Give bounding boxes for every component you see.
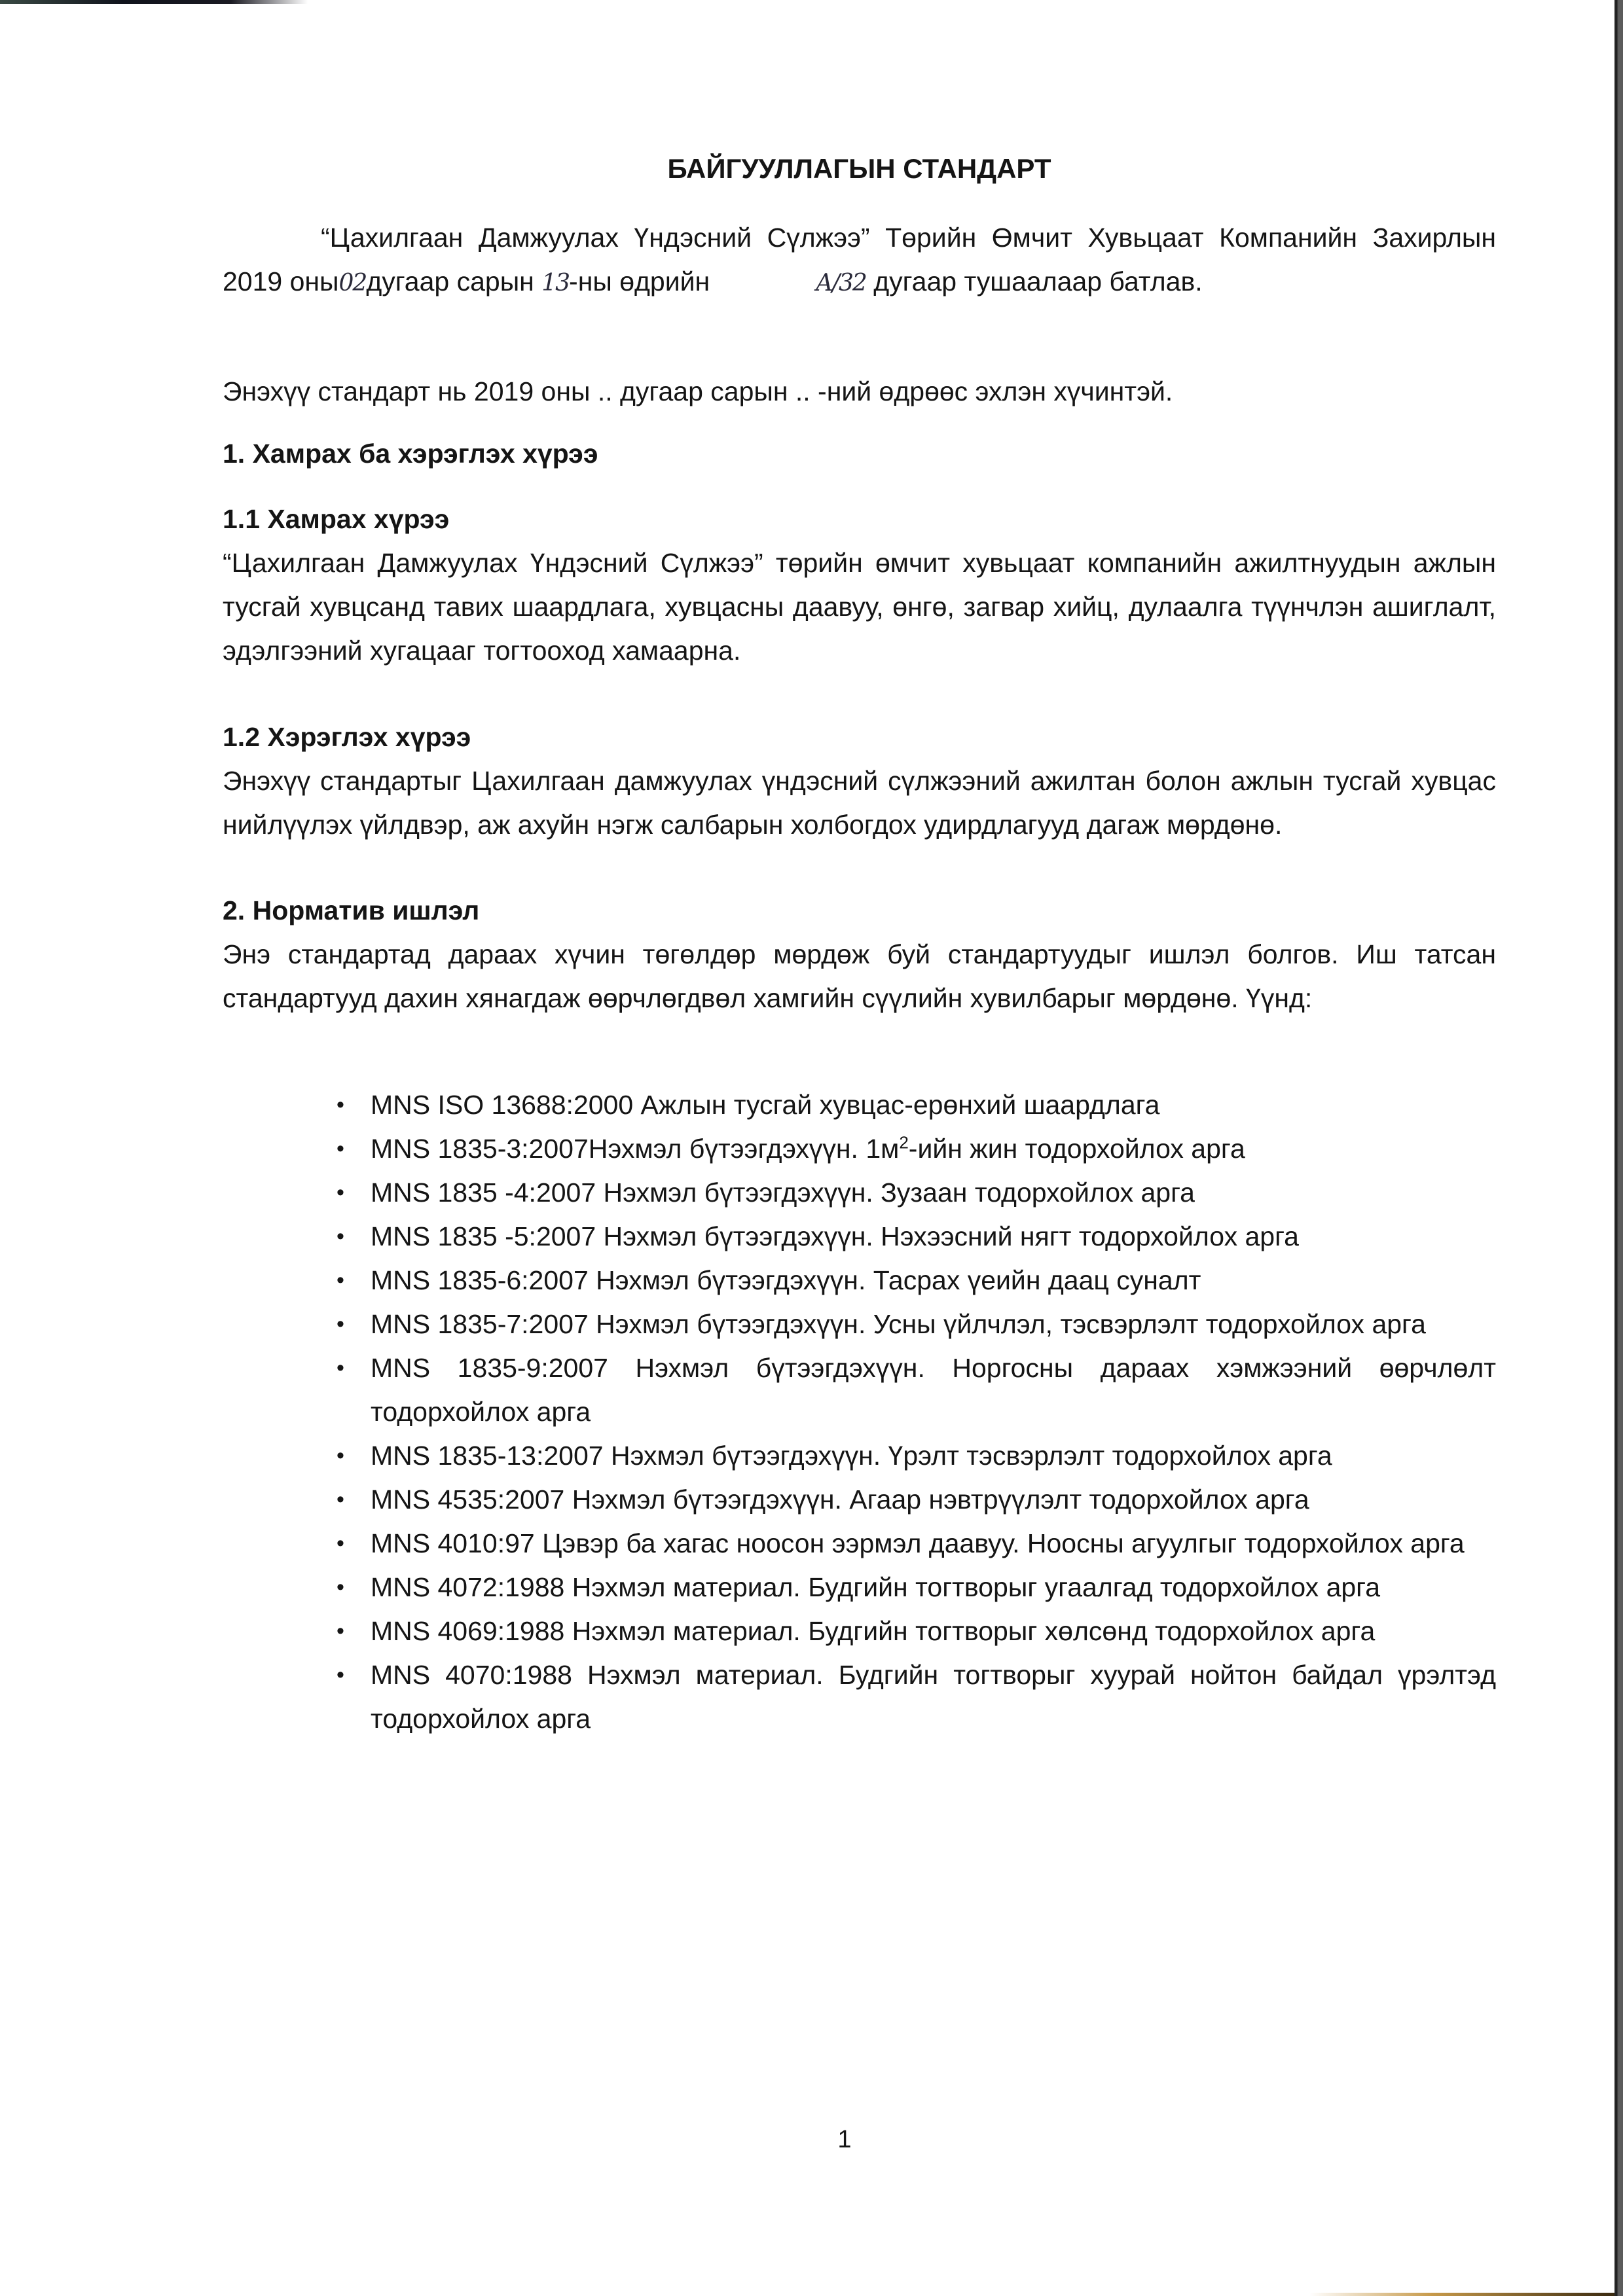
section-1-2-heading: 1.2 Хэрэглэх хүрээ bbox=[223, 722, 471, 752]
list-item: • MNS 1835 -4:2007 Нэхмэл бүтээгдэхүүн. Зузаан тодорхойлох арга bbox=[334, 1171, 1496, 1215]
bullet-icon: • bbox=[337, 1487, 344, 1512]
superscript: 2 bbox=[899, 1132, 909, 1153]
handwritten-day: 13 bbox=[541, 270, 570, 296]
section-2-heading: 2. Норматив ишлэл bbox=[223, 895, 480, 925]
handwritten-order-number: А/32 bbox=[815, 270, 866, 296]
section-1-2-body: Энэхүү стандартыг Цахилгаан дамжуулах үндэсний сүлжээний ажилтан болон ажлын тусгай хувцас нийлүүлэх үйлдвэр, аж ахуйн нэгж салбарын холбогдох удирдлагууд дагаж мөрдөнө. bbox=[223, 766, 1496, 840]
bullet-icon: • bbox=[337, 1575, 344, 1600]
approval-paragraph bbox=[223, 216, 1496, 305]
bullet-icon: • bbox=[337, 1355, 344, 1380]
list-item: • MNS 1835-9:2007 Нэхмэл бүтээгдэхүүн. Норгосны дараах хэмжээний өөрчлөлт тодорхойлох арга bbox=[334, 1346, 1496, 1434]
bullet-icon: • bbox=[337, 1443, 344, 1468]
section-1-1-heading: 1.1 Хамрах хүрээ bbox=[223, 504, 450, 534]
bullet-icon: • bbox=[337, 1662, 344, 1687]
bullet-icon: • bbox=[337, 1092, 344, 1117]
bullet-icon: • bbox=[337, 1136, 344, 1161]
approval-text-3: -ны өдрийн bbox=[569, 266, 710, 296]
normative-references-list bbox=[334, 1083, 1496, 1741]
list-item: • MNS 4010:97 Цэвэр ба хагас ноосон ээрмэл даавуу. Ноосны агуулгыг тодорхойлох арга bbox=[334, 1522, 1496, 1566]
page-number: 1 bbox=[837, 2126, 852, 2153]
list-item: • MNS 1835-6:2007 Нэхмэл бүтээгдэхүүн. Тасрах үеийн даац суналт bbox=[334, 1259, 1496, 1302]
list-item: • MNS 4072:1988 Нэхмэл материал. Будгийн тогтворыг угаалгад тодорхойлох арга bbox=[334, 1566, 1496, 1609]
list-item: • MNS 4535:2007 Нэхмэл бүтээгдэхүүн. Агаар нэвтрүүлэлт тодорхойлох арга bbox=[334, 1478, 1496, 1522]
list-item: • MNS 1835-7:2007 Нэхмэл бүтээгдэхүүн. Усны үйлчлэл, тэсвэрлэлт тодорхойлох арга bbox=[334, 1302, 1496, 1346]
list-item: • MNS 4070:1988 Нэхмэл материал. Будгийн тогтворыг хуурай нойтон байдал үрэлтэд тодорхойлох арга bbox=[334, 1653, 1496, 1741]
list-item: • MNS 1835-3:2007Нэхмэл бүтээгдэхүүн. $1м^2$-ийн жин тодорхойлох арга bbox=[334, 1127, 1496, 1171]
section-2-body: Энэ стандартад дараах хүчин төгөлдөр мөрдөж буй стандартуудыг ишлэл болгов. Иш татсан стандартууд дахин хянагдаж өөрчлөгдвөл хамгийн сүүлийн хувилбарыг мөрдөнө. Үүнд: bbox=[223, 939, 1496, 1013]
bullet-icon: • bbox=[337, 1268, 344, 1293]
list-item: • MNS 1835 -5:2007 Нэхмэл бүтээгдэхүүн. Нэхээсний нягт тодорхойлох арга bbox=[334, 1215, 1496, 1259]
approval-text-1: “Цахилгаан Дамжуулах Үндэсний Сүлжээ” Төрийн Өмчит Хувьцаат Компанийн Захирлын 2019 оны bbox=[223, 223, 1496, 296]
handwritten-month: 02 bbox=[338, 270, 367, 296]
section-1-heading: 1. Хамрах ба хэрэглэх хүрээ bbox=[223, 439, 598, 469]
scan-border-right bbox=[1614, 0, 1623, 2296]
scan-border-top bbox=[0, 0, 308, 4]
document-title: БАЙГУУЛЛАГЫН СТАНДАРТ bbox=[667, 153, 1051, 184]
bullet-icon: • bbox=[337, 1619, 344, 1643]
approval-text-2: дугаар сарын bbox=[366, 266, 534, 296]
approval-text-4: дугаар тушаалаар батлав. bbox=[873, 266, 1203, 296]
list-item: • MNS 4069:1988 Нэхмэл материал. Будгийн тогтворыг хөлсөнд тодорхойлох арга bbox=[334, 1609, 1496, 1653]
scan-border-bottom bbox=[1309, 2293, 1614, 2296]
effective-date-paragraph: Энэхүү стандарт нь 2019 оны .. дугаар сарын .. -ний өдрөөс эхлэн хүчинтэй. bbox=[223, 376, 1173, 406]
bullet-icon: • bbox=[337, 1312, 344, 1336]
bullet-icon: • bbox=[337, 1180, 344, 1205]
list-item: • MNS 1835-13:2007 Нэхмэл бүтээгдэхүүн. Үрэлт тэсвэрлэлт тодорхойлох арга bbox=[334, 1434, 1496, 1478]
bullet-icon: • bbox=[337, 1531, 344, 1556]
bullet-icon: • bbox=[337, 1224, 344, 1249]
section-1-1-body: “Цахилгаан Дамжуулах Үндэсний Сүлжээ” төрийн өмчит хувьцаат компанийн ажилтнуудын ажлын тусгай хувцсанд тавих шаардлага, хувцасны даавуу, өнгө, загвар хийц, дулаалга түүнчлэн ашиглалт, эдэлгээний хугацааг тогтооход хамаарна. bbox=[223, 548, 1496, 666]
list-item: • MNS ISO 13688:2000 Ажлын тусгай хувцас-ерөнхий шаардлага bbox=[334, 1083, 1496, 1127]
